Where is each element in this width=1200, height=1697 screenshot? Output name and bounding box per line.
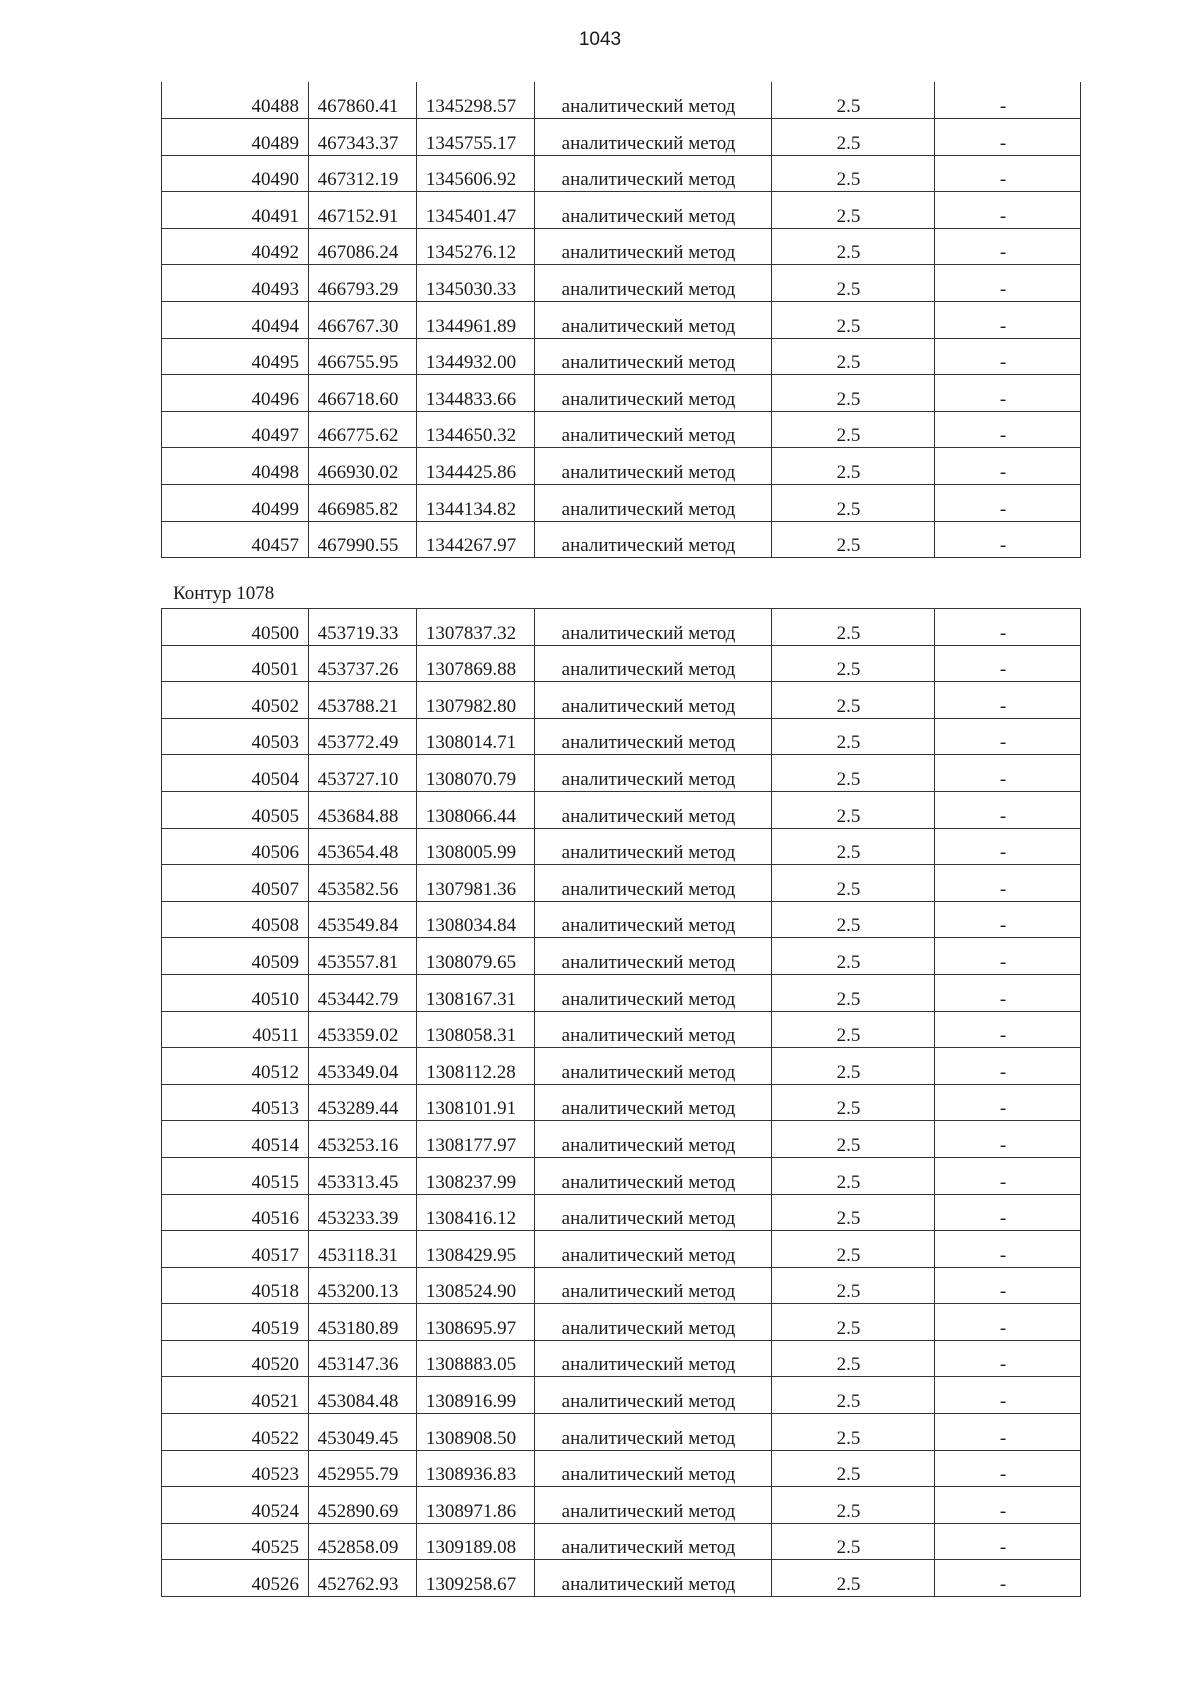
accuracy-cell: 2.5: [772, 1450, 935, 1487]
accuracy-cell: 2.5: [772, 682, 935, 719]
point-number-cell: 40514: [162, 1121, 309, 1158]
table-row: [162, 228, 1081, 265]
note-cell: -: [935, 938, 1081, 975]
method-cell: аналитический метод: [535, 1121, 772, 1158]
note-cell: -: [935, 521, 1081, 558]
table-row: [162, 682, 1081, 719]
y-coordinate-cell: 1307982.80: [417, 682, 535, 719]
table-row: [162, 1011, 1081, 1048]
accuracy-cell: 2.5: [772, 609, 935, 646]
accuracy-cell: 2.5: [772, 192, 935, 229]
y-coordinate-cell: 1344425.86: [417, 448, 535, 485]
method-cell: аналитический метод: [535, 265, 772, 302]
y-coordinate-cell: 1308066.44: [417, 791, 535, 828]
table-row: [162, 901, 1081, 938]
accuracy-cell: 2.5: [772, 974, 935, 1011]
accuracy-cell: 2.5: [772, 1011, 935, 1048]
x-coordinate-cell: 466767.30: [309, 302, 417, 339]
note-cell: -: [935, 609, 1081, 646]
method-cell: аналитический метод: [535, 411, 772, 448]
y-coordinate-cell: 1344267.97: [417, 521, 535, 558]
x-coordinate-cell: 466985.82: [309, 485, 417, 522]
point-number-cell: 40516: [162, 1194, 309, 1231]
accuracy-cell: 2.5: [772, 1194, 935, 1231]
x-coordinate-cell: 453442.79: [309, 974, 417, 1011]
accuracy-cell: 2.5: [772, 375, 935, 412]
point-number-cell: 40519: [162, 1304, 309, 1341]
y-coordinate-cell: 1308058.31: [417, 1011, 535, 1048]
note-cell: -: [935, 265, 1081, 302]
method-cell: аналитический метод: [535, 1414, 772, 1451]
x-coordinate-cell: 466755.95: [309, 338, 417, 375]
accuracy-cell: 2.5: [772, 901, 935, 938]
x-coordinate-cell: 452890.69: [309, 1487, 417, 1524]
y-coordinate-cell: 1308034.84: [417, 901, 535, 938]
x-coordinate-cell: 467152.91: [309, 192, 417, 229]
table-row: [162, 1560, 1081, 1597]
x-coordinate-cell: 466930.02: [309, 448, 417, 485]
accuracy-cell: 2.5: [772, 119, 935, 156]
y-coordinate-cell: 1308429.95: [417, 1231, 535, 1268]
point-number-cell: 40490: [162, 155, 309, 192]
note-cell: -: [935, 1121, 1081, 1158]
y-coordinate-cell: 1344932.00: [417, 338, 535, 375]
table-row: [162, 1048, 1081, 1085]
x-coordinate-cell: 453049.45: [309, 1414, 417, 1451]
x-coordinate-cell: 453737.26: [309, 645, 417, 682]
point-number-cell: 40518: [162, 1267, 309, 1304]
x-coordinate-cell: 453727.10: [309, 755, 417, 792]
method-cell: аналитический метод: [535, 1523, 772, 1560]
note-cell: -: [935, 645, 1081, 682]
note-cell: -: [935, 1304, 1081, 1341]
y-coordinate-cell: 1307837.32: [417, 609, 535, 646]
y-coordinate-cell: 1308101.91: [417, 1084, 535, 1121]
table-row: [162, 865, 1081, 902]
accuracy-cell: 2.5: [772, 1267, 935, 1304]
y-coordinate-cell: 1308416.12: [417, 1194, 535, 1231]
note-cell: -: [935, 682, 1081, 719]
x-coordinate-cell: 466775.62: [309, 411, 417, 448]
table-row: [162, 1084, 1081, 1121]
table-body: [162, 609, 1081, 1597]
y-coordinate-cell: 1308070.79: [417, 755, 535, 792]
table-row: [162, 1157, 1081, 1194]
method-cell: аналитический метод: [535, 521, 772, 558]
x-coordinate-cell: 452955.79: [309, 1450, 417, 1487]
note-cell: -: [935, 411, 1081, 448]
method-cell: аналитический метод: [535, 865, 772, 902]
accuracy-cell: 2.5: [772, 828, 935, 865]
point-number-cell: 40493: [162, 265, 309, 302]
note-cell: -: [935, 1377, 1081, 1414]
accuracy-cell: 2.5: [772, 1340, 935, 1377]
x-coordinate-cell: 453118.31: [309, 1231, 417, 1268]
point-number-cell: 40515: [162, 1157, 309, 1194]
note-cell: -: [935, 302, 1081, 339]
method-cell: аналитический метод: [535, 1487, 772, 1524]
table-row: [162, 609, 1081, 646]
table-row: [162, 265, 1081, 302]
accuracy-cell: 2.5: [772, 755, 935, 792]
method-cell: аналитический метод: [535, 485, 772, 522]
point-number-cell: 40492: [162, 228, 309, 265]
point-number-cell: 40508: [162, 901, 309, 938]
method-cell: аналитический метод: [535, 938, 772, 975]
method-cell: аналитический метод: [535, 448, 772, 485]
point-number-cell: 40523: [162, 1450, 309, 1487]
point-number-cell: 40498: [162, 448, 309, 485]
table-row: [162, 1377, 1081, 1414]
x-coordinate-cell: 453557.81: [309, 938, 417, 975]
accuracy-cell: 2.5: [772, 411, 935, 448]
point-number-cell: 40511: [162, 1011, 309, 1048]
point-number-cell: 40500: [162, 609, 309, 646]
x-coordinate-cell: 453719.33: [309, 609, 417, 646]
table-row: [162, 155, 1081, 192]
y-coordinate-cell: 1308079.65: [417, 938, 535, 975]
table-row: [162, 302, 1081, 339]
note-cell: -: [935, 718, 1081, 755]
y-coordinate-cell: 1344134.82: [417, 485, 535, 522]
note-cell: -: [935, 901, 1081, 938]
coordinates-table-continued: [161, 82, 1081, 558]
accuracy-cell: 2.5: [772, 1084, 935, 1121]
accuracy-cell: 2.5: [772, 1487, 935, 1524]
point-number-cell: 40496: [162, 375, 309, 412]
method-cell: аналитический метод: [535, 1157, 772, 1194]
note-cell: -: [935, 448, 1081, 485]
y-coordinate-cell: 1308883.05: [417, 1340, 535, 1377]
accuracy-cell: 2.5: [772, 1560, 935, 1597]
method-cell: аналитический метод: [535, 1450, 772, 1487]
point-number-cell: 40495: [162, 338, 309, 375]
method-cell: аналитический метод: [535, 609, 772, 646]
x-coordinate-cell: 453684.88: [309, 791, 417, 828]
y-coordinate-cell: 1308695.97: [417, 1304, 535, 1341]
note-cell: -: [935, 338, 1081, 375]
accuracy-cell: 2.5: [772, 1414, 935, 1451]
accuracy-cell: 2.5: [772, 521, 935, 558]
x-coordinate-cell: 453233.39: [309, 1194, 417, 1231]
accuracy-cell: 2.5: [772, 448, 935, 485]
accuracy-cell: 2.5: [772, 1048, 935, 1085]
note-cell: -: [935, 1194, 1081, 1231]
method-cell: аналитический метод: [535, 1304, 772, 1341]
method-cell: аналитический метод: [535, 645, 772, 682]
method-cell: аналитический метод: [535, 228, 772, 265]
point-number-cell: 40521: [162, 1377, 309, 1414]
x-coordinate-cell: 453359.02: [309, 1011, 417, 1048]
x-coordinate-cell: 453549.84: [309, 901, 417, 938]
method-cell: аналитический метод: [535, 1011, 772, 1048]
accuracy-cell: 2.5: [772, 1231, 935, 1268]
method-cell: аналитический метод: [535, 1340, 772, 1377]
x-coordinate-cell: 467860.41: [309, 82, 417, 119]
point-number-cell: 40488: [162, 82, 309, 119]
method-cell: аналитический метод: [535, 375, 772, 412]
y-coordinate-cell: 1308908.50: [417, 1414, 535, 1451]
table-row: [162, 448, 1081, 485]
point-number-cell: 40520: [162, 1340, 309, 1377]
y-coordinate-cell: 1345606.92: [417, 155, 535, 192]
table-row: [162, 974, 1081, 1011]
x-coordinate-cell: 453200.13: [309, 1267, 417, 1304]
table-row: [162, 828, 1081, 865]
accuracy-cell: 2.5: [772, 265, 935, 302]
method-cell: аналитический метод: [535, 828, 772, 865]
y-coordinate-cell: 1344961.89: [417, 302, 535, 339]
page-number: 1043: [578, 29, 622, 50]
note-cell: -: [935, 1084, 1081, 1121]
point-number-cell: 40502: [162, 682, 309, 719]
y-coordinate-cell: 1345276.12: [417, 228, 535, 265]
x-coordinate-cell: 453084.48: [309, 1377, 417, 1414]
accuracy-cell: 2.5: [772, 228, 935, 265]
table-body: [162, 82, 1081, 558]
point-number-cell: 40525: [162, 1523, 309, 1560]
y-coordinate-cell: 1344833.66: [417, 375, 535, 412]
method-cell: аналитический метод: [535, 82, 772, 119]
table-row: [162, 1304, 1081, 1341]
y-coordinate-cell: 1345401.47: [417, 192, 535, 229]
point-number-cell: 40501: [162, 645, 309, 682]
y-coordinate-cell: 1308524.90: [417, 1267, 535, 1304]
x-coordinate-cell: 466793.29: [309, 265, 417, 302]
note-cell: -: [935, 865, 1081, 902]
note-cell: -: [935, 375, 1081, 412]
method-cell: аналитический метод: [535, 1560, 772, 1597]
note-cell: -: [935, 755, 1081, 792]
method-cell: аналитический метод: [535, 901, 772, 938]
y-coordinate-cell: 1307981.36: [417, 865, 535, 902]
point-number-cell: 40491: [162, 192, 309, 229]
table-row: [162, 1523, 1081, 1560]
point-number-cell: 40505: [162, 791, 309, 828]
table-row: [162, 938, 1081, 975]
point-number-cell: 40489: [162, 119, 309, 156]
x-coordinate-cell: 452858.09: [309, 1523, 417, 1560]
method-cell: аналитический метод: [535, 302, 772, 339]
note-cell: -: [935, 1523, 1081, 1560]
table-row: [162, 1450, 1081, 1487]
note-cell: -: [935, 1450, 1081, 1487]
accuracy-cell: 2.5: [772, 1304, 935, 1341]
y-coordinate-cell: 1308237.99: [417, 1157, 535, 1194]
x-coordinate-cell: 466718.60: [309, 375, 417, 412]
y-coordinate-cell: 1345298.57: [417, 82, 535, 119]
table-row: [162, 1340, 1081, 1377]
table-row: [162, 791, 1081, 828]
method-cell: аналитический метод: [535, 1084, 772, 1121]
y-coordinate-cell: 1308971.86: [417, 1487, 535, 1524]
y-coordinate-cell: 1308916.99: [417, 1377, 535, 1414]
x-coordinate-cell: 453654.48: [309, 828, 417, 865]
table-row: [162, 375, 1081, 412]
note-cell: -: [935, 1231, 1081, 1268]
y-coordinate-cell: 1308014.71: [417, 718, 535, 755]
note-cell: -: [935, 82, 1081, 119]
table-row: [162, 1194, 1081, 1231]
method-cell: аналитический метод: [535, 119, 772, 156]
accuracy-cell: 2.5: [772, 1377, 935, 1414]
note-cell: -: [935, 119, 1081, 156]
accuracy-cell: 2.5: [772, 82, 935, 119]
accuracy-cell: 2.5: [772, 1121, 935, 1158]
table-row: [162, 192, 1081, 229]
x-coordinate-cell: 453313.45: [309, 1157, 417, 1194]
point-number-cell: 40506: [162, 828, 309, 865]
method-cell: аналитический метод: [535, 338, 772, 375]
point-number-cell: 40503: [162, 718, 309, 755]
note-cell: -: [935, 1414, 1081, 1451]
point-number-cell: 40499: [162, 485, 309, 522]
contour-label: Контур 1078: [173, 583, 275, 604]
point-number-cell: 40507: [162, 865, 309, 902]
y-coordinate-cell: 1309189.08: [417, 1523, 535, 1560]
point-number-cell: 40457: [162, 521, 309, 558]
x-coordinate-cell: 453180.89: [309, 1304, 417, 1341]
method-cell: аналитический метод: [535, 974, 772, 1011]
note-cell: -: [935, 1048, 1081, 1085]
note-cell: -: [935, 1011, 1081, 1048]
point-number-cell: 40512: [162, 1048, 309, 1085]
method-cell: аналитический метод: [535, 1267, 772, 1304]
table-row: [162, 645, 1081, 682]
accuracy-cell: 2.5: [772, 938, 935, 975]
y-coordinate-cell: 1345030.33: [417, 265, 535, 302]
accuracy-cell: 2.5: [772, 1523, 935, 1560]
x-coordinate-cell: 453788.21: [309, 682, 417, 719]
note-cell: -: [935, 485, 1081, 522]
table-row: [162, 1267, 1081, 1304]
note-cell: -: [935, 1267, 1081, 1304]
accuracy-cell: 2.5: [772, 485, 935, 522]
accuracy-cell: 2.5: [772, 791, 935, 828]
x-coordinate-cell: 453349.04: [309, 1048, 417, 1085]
y-coordinate-cell: 1309258.67: [417, 1560, 535, 1597]
x-coordinate-cell: 453147.36: [309, 1340, 417, 1377]
x-coordinate-cell: 453582.56: [309, 865, 417, 902]
note-cell: -: [935, 1340, 1081, 1377]
method-cell: аналитический метод: [535, 1231, 772, 1268]
note-cell: -: [935, 155, 1081, 192]
note-cell: -: [935, 974, 1081, 1011]
table-row: [162, 1121, 1081, 1158]
note-cell: -: [935, 228, 1081, 265]
point-number-cell: 40517: [162, 1231, 309, 1268]
accuracy-cell: 2.5: [772, 155, 935, 192]
table-row: [162, 119, 1081, 156]
y-coordinate-cell: 1308005.99: [417, 828, 535, 865]
accuracy-cell: 2.5: [772, 718, 935, 755]
y-coordinate-cell: 1308936.83: [417, 1450, 535, 1487]
table-row: [162, 411, 1081, 448]
accuracy-cell: 2.5: [772, 1157, 935, 1194]
table-row: [162, 1487, 1081, 1524]
point-number-cell: 40522: [162, 1414, 309, 1451]
coordinates-table-contour-1078: [161, 608, 1081, 1597]
note-cell: -: [935, 1560, 1081, 1597]
method-cell: аналитический метод: [535, 791, 772, 828]
note-cell: -: [935, 791, 1081, 828]
y-coordinate-cell: 1308167.31: [417, 974, 535, 1011]
method-cell: аналитический метод: [535, 1377, 772, 1414]
point-number-cell: 40494: [162, 302, 309, 339]
method-cell: аналитический метод: [535, 682, 772, 719]
method-cell: аналитический метод: [535, 192, 772, 229]
point-number-cell: 40510: [162, 974, 309, 1011]
table-row: [162, 1231, 1081, 1268]
point-number-cell: 40509: [162, 938, 309, 975]
table-row: [162, 338, 1081, 375]
table-row: [162, 521, 1081, 558]
method-cell: аналитический метод: [535, 755, 772, 792]
y-coordinate-cell: 1345755.17: [417, 119, 535, 156]
x-coordinate-cell: 467990.55: [309, 521, 417, 558]
x-coordinate-cell: 467086.24: [309, 228, 417, 265]
x-coordinate-cell: 467343.37: [309, 119, 417, 156]
y-coordinate-cell: 1308177.97: [417, 1121, 535, 1158]
point-number-cell: 40504: [162, 755, 309, 792]
point-number-cell: 40526: [162, 1560, 309, 1597]
accuracy-cell: 2.5: [772, 645, 935, 682]
point-number-cell: 40513: [162, 1084, 309, 1121]
note-cell: -: [935, 1157, 1081, 1194]
accuracy-cell: 2.5: [772, 302, 935, 339]
accuracy-cell: 2.5: [772, 338, 935, 375]
x-coordinate-cell: 452762.93: [309, 1560, 417, 1597]
point-number-cell: 40524: [162, 1487, 309, 1524]
accuracy-cell: 2.5: [772, 865, 935, 902]
note-cell: -: [935, 192, 1081, 229]
method-cell: аналитический метод: [535, 155, 772, 192]
table-row: [162, 1414, 1081, 1451]
x-coordinate-cell: 467312.19: [309, 155, 417, 192]
note-cell: -: [935, 828, 1081, 865]
method-cell: аналитический метод: [535, 1048, 772, 1085]
y-coordinate-cell: 1344650.32: [417, 411, 535, 448]
table-row: [162, 755, 1081, 792]
x-coordinate-cell: 453289.44: [309, 1084, 417, 1121]
table-row: [162, 718, 1081, 755]
method-cell: аналитический метод: [535, 1194, 772, 1231]
point-number-cell: 40497: [162, 411, 309, 448]
x-coordinate-cell: 453772.49: [309, 718, 417, 755]
x-coordinate-cell: 453253.16: [309, 1121, 417, 1158]
y-coordinate-cell: 1307869.88: [417, 645, 535, 682]
table-row: [162, 485, 1081, 522]
note-cell: -: [935, 1487, 1081, 1524]
table-row: [162, 82, 1081, 119]
method-cell: аналитический метод: [535, 718, 772, 755]
y-coordinate-cell: 1308112.28: [417, 1048, 535, 1085]
